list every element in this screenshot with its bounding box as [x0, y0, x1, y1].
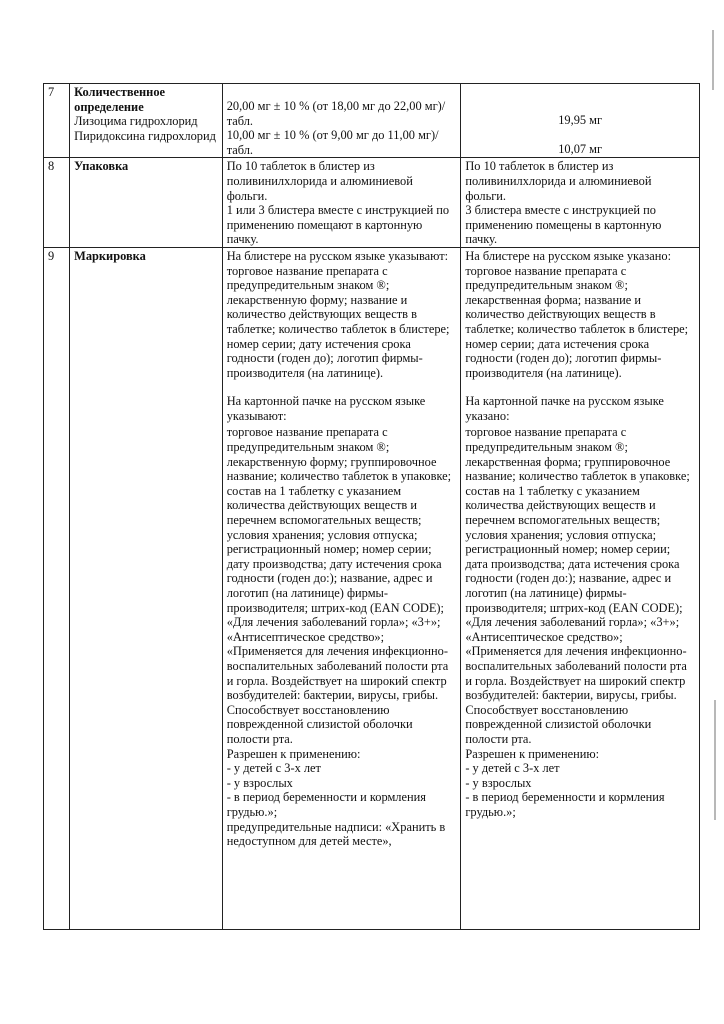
- actual-pyridoxine: 10,07 мг: [558, 141, 603, 156]
- row-number: 9: [44, 247, 70, 929]
- table-row-packaging: [44, 158, 700, 248]
- spec-packaging: По 10 таблеток в блистер из поливинилхлорида и алюминиевой фольги. 1 или 3 блистера вместе с инструкцией по применению помещают в картонную пачку.: [222, 158, 461, 248]
- substance-pyridoxine: Пиридоксина гидрохлорид: [74, 128, 216, 143]
- spec-pyridoxine: 10,00 мг ± 10 % (от 9,00 мг до 11,00 мг)/табл.: [226, 128, 439, 157]
- row-number: 7: [44, 84, 70, 158]
- spec-blister-text: На блистере на русском языке указывают: торговое название препарата с предупредительным знаком ®; лекарственную форму; название и количество действующих веществ в таблетке; количество таблеток в блистере; номер серии; дату истечения срока годности (годен до); логотип фирмы-производителя (на латинице).: [226, 248, 450, 380]
- spec-lysozyme: 20,00 мг ± 10 % (от 18,00 мг до 22,00 мг)/табл.: [226, 99, 446, 128]
- specification-table: [43, 83, 700, 930]
- scan-artifact: [714, 700, 716, 820]
- actual-cell: [461, 84, 700, 158]
- row-heading: Маркировка: [70, 247, 223, 929]
- actual-box-heading: На картонной пачке на русском языке указано:: [465, 394, 664, 423]
- spec-labeling-cell: [222, 247, 461, 929]
- actual-lysozyme: 19,95 мг: [558, 113, 603, 127]
- substance-lysozyme: Лизоцима гидрохлорид: [74, 114, 198, 129]
- row-heading-cell: [70, 84, 223, 158]
- row-number: 8: [44, 158, 70, 248]
- scan-artifact: [712, 30, 714, 90]
- actual-labeling-cell: [461, 247, 700, 929]
- spec-box-heading: На картонной пачке на русском языке указывают:: [226, 394, 426, 423]
- row-heading: Упаковка: [70, 158, 223, 248]
- table-row-quantitative: [44, 84, 700, 158]
- actual-packaging: По 10 таблеток в блистер из поливинилхлорида и алюминиевой фольги. 3 блистера вместе с инструкцией по применению помещены в картонную пачку.: [461, 158, 700, 248]
- actual-box-text: торговое название препарата с предупредительным знаком ®; лекарственная форма; группировочное название; количество таблеток в упаковке; состав на 1 таблетку с указанием количества действующих веществ и перечнем вспомогательных веществ; условия хранения; условия отпуска; регистрационный номер; номер серии; дата производства; дата истечения срока годности (годен до:); название, адрес и логотип (на латинице) фирмы-производителя; штрих-код (EAN CODE); «Для лечения заболеваний горла»; «3+»; «Антисептическое средство»; «Применяется для лечения инфекционно-воспалительных заболеваний полости рта и горла. Воздействует на широкий спектр возбудителей: бактерии, вирусы, грибы. Способствует восстановлению поврежденной слизистой оболочки полости рта. Разрешен к применению: - у детей с 3-х лет - у взрослых - в период беременности и кормления грудью.»;: [465, 425, 690, 819]
- spec-box-text: торговое название препарата с предупредительным знаком ®; лекарственную форму; группировочное название; количество таблеток в упаковке; состав на 1 таблетку с указанием количества действующих веществ и перечнем вспомогательных веществ; условия хранения; условия отпуска; регистрационный номер; номер серии; дату производства; дату истечения срока годности (годен до:); название, адрес и логотип (на латинице) фирмы-производителя; штрих-код (EAN CODE); «Для лечения заболеваний горла»; «3+»; «Антисептическое средство»; «Применяется для лечения инфекционно-воспалительных заболеваний полости рта и горла. Воздействует на широкий спектр возбудителей: бактерии, вирусы, грибы. Способствует восстановлению поврежденной слизистой оболочки полости рта. Разрешен к применению: - у детей с 3-х лет - у взрослых - в период беременности и кормления грудью.»; предупредительные надписи: «Хранить в недоступном для детей месте»,: [226, 425, 452, 849]
- spec-cell: [222, 84, 461, 158]
- table-row-labeling: [44, 247, 700, 929]
- actual-blister-text: На блистере на русском языке указано: торговое название препарата с предупредительным знаком ®; лекарственная форма; название и количество действующих веществ в таблетке; количество таблеток в блистере; номер серии; дата истечения срока годности (годен до); логотип фирмы-производителя (на латинице).: [465, 248, 689, 380]
- row-heading: Количественное определение: [74, 85, 166, 114]
